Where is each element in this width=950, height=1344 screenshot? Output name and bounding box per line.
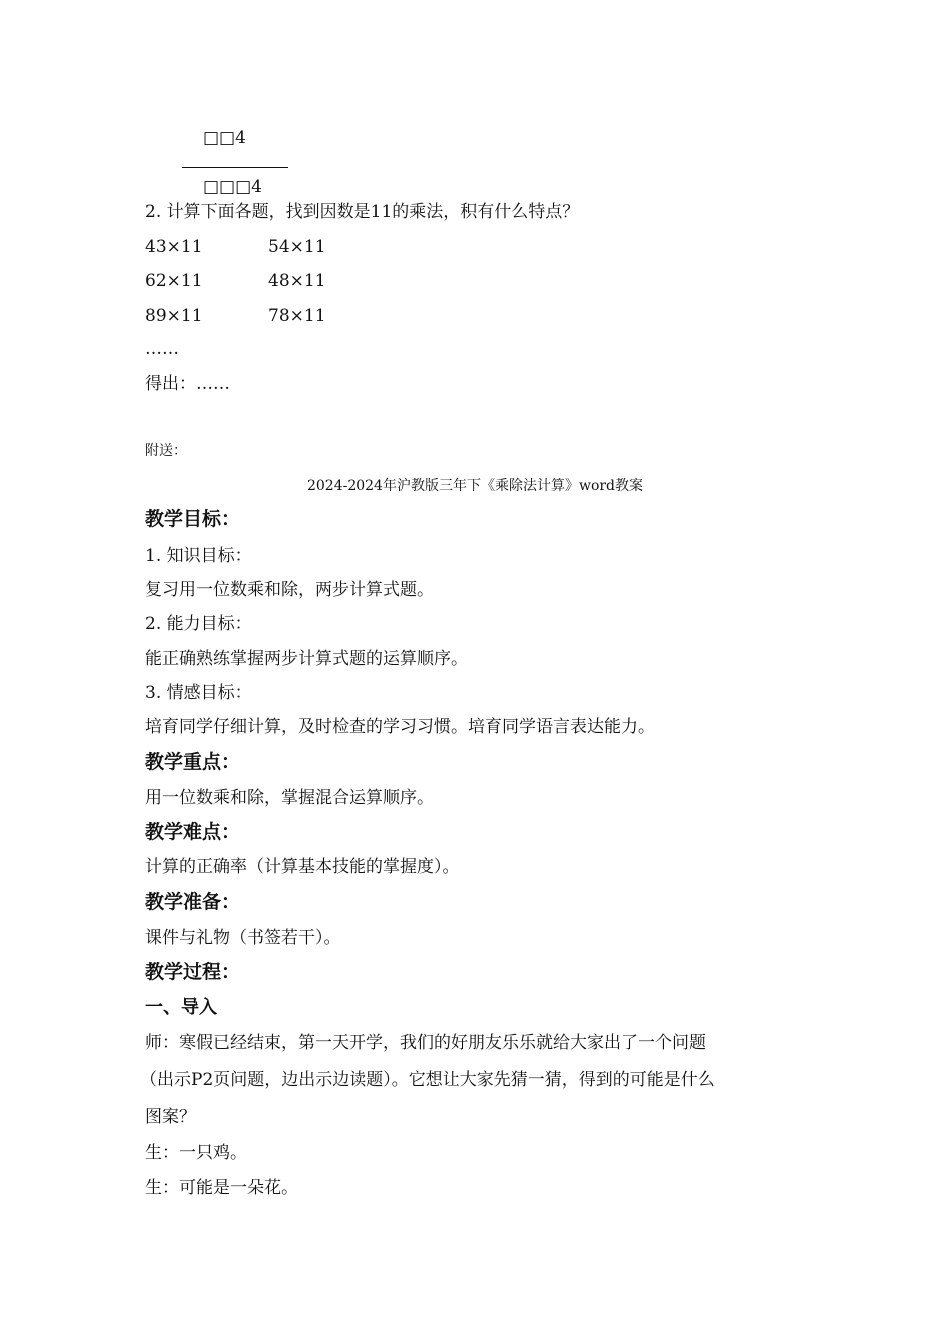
teacher-line-3: 图案？ xyxy=(145,1107,196,1127)
vertical-calc-bottom-row: □□□4 xyxy=(203,177,263,197)
goals-heading: 教学目标： xyxy=(145,508,241,530)
goal-2-text: 能正确熟练掌握两步计算式题的运算顺序。 xyxy=(145,649,468,669)
calc-row-3-right: 78×11 xyxy=(268,306,326,326)
goal-3-text: 培育同学仔细计算，及时检查的学习习惯。培育同学语言表达能力。 xyxy=(145,717,655,737)
student-answer-2: 生：可能是一朵花。 xyxy=(145,1178,298,1198)
process-heading: 教学过程： xyxy=(145,961,241,983)
question-2-prompt: 2. 计算下面各题，找到因数是11的乘法，积有什么特点？ xyxy=(145,202,580,222)
conclusion: 得出：…… xyxy=(145,374,230,394)
calc-row-1-left: 43×11 xyxy=(145,237,203,257)
preparation-heading: 教学准备： xyxy=(145,891,241,913)
key-points-text: 用一位数乘和除，掌握混合运算顺序。 xyxy=(145,788,434,808)
difficulty-text: 计算的正确率（计算基本技能的掌握度）。 xyxy=(145,857,460,877)
student-answer-1: 生：一只鸡。 xyxy=(145,1143,247,1163)
appendix-label: 附送： xyxy=(145,443,187,459)
calc-row-2-right: 48×11 xyxy=(268,271,326,291)
ellipsis: …… xyxy=(145,339,179,359)
document-title: 2024-2024年沪教版三年下《乘除法计算》word教案 xyxy=(306,478,644,494)
goal-1-text: 复习用一位数乘和除，两步计算式题。 xyxy=(145,580,434,600)
difficulty-heading: 教学难点： xyxy=(145,821,241,843)
teacher-line-2: （出示P2页问题，边出示边读题）。它想让大家先猜一猜，得到的可能是什么 xyxy=(140,1070,715,1090)
calc-row-1-right: 54×11 xyxy=(268,237,326,257)
calc-divider-line xyxy=(182,167,288,168)
calc-row-3-left: 89×11 xyxy=(145,306,203,326)
goal-1-label: 1. 知识目标： xyxy=(145,546,252,566)
section-1-heading: 一、导入 xyxy=(145,997,217,1018)
calc-row-2-left: 62×11 xyxy=(145,271,203,291)
goal-2-label: 2. 能力目标： xyxy=(145,614,252,634)
vertical-calc-top-row: □□4 xyxy=(203,128,246,148)
goal-3-label: 3. 情感目标： xyxy=(145,683,252,703)
preparation-text: 课件与礼物（书签若干）。 xyxy=(145,928,341,948)
key-points-heading: 教学重点： xyxy=(145,751,241,773)
teacher-line-1: 师：寒假已经结束，第一天开学，我们的好朋友乐乐就给大家出了一个问题 xyxy=(145,1033,706,1053)
